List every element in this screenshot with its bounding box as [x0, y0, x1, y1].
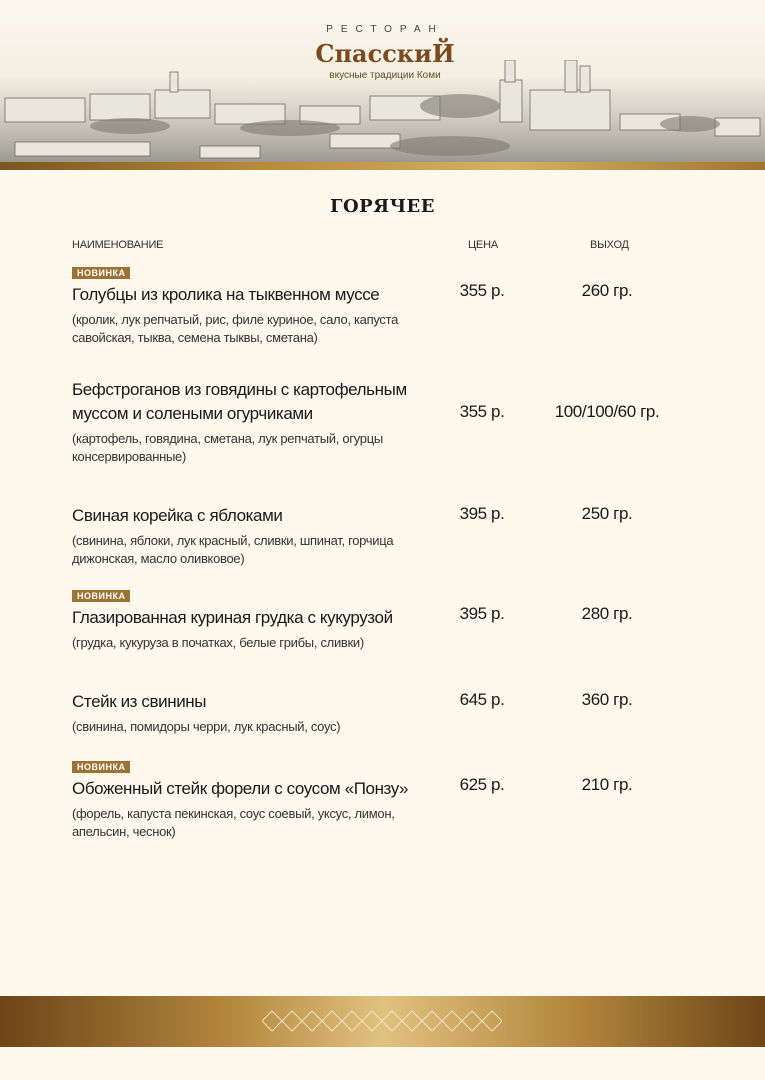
menu-item	[72, 504, 692, 568]
item-price: 625 р.	[459, 775, 505, 794]
menu-item	[72, 378, 692, 466]
item-price: 355 р.	[459, 281, 505, 300]
item-name: Стейк из свинины	[72, 692, 207, 711]
item-price: 645 р.	[459, 690, 505, 709]
item-name: Глазированная куриная грудка с кукурузой	[72, 608, 393, 627]
item-yield: 100/100/60 гр.	[554, 402, 660, 421]
item-name: Бефстроганов из говядины с картофельным муссом и солеными огурчиками	[72, 380, 407, 423]
item-name: Голубцы из кролика на тыквенном муссе	[72, 285, 380, 304]
header-banner	[0, 0, 765, 170]
item-yield: 260 гр.	[581, 281, 633, 300]
menu-item	[72, 586, 692, 652]
logo-name: СпасскиЙ	[315, 39, 455, 68]
new-badge: НОВИНКА	[72, 267, 130, 279]
new-badge: НОВИНКА	[72, 761, 130, 773]
item-description: (форель, капуста пекинская, соус соевый, уксус, лимон, апельсин, чеснок)	[72, 806, 395, 839]
restaurant-logo	[300, 24, 470, 81]
item-description: (свинина, помидоры черри, лук красный, соус)	[72, 719, 341, 734]
item-yield: 280 гр.	[581, 604, 633, 623]
ornament-pattern	[262, 1008, 502, 1034]
menu-item	[72, 263, 692, 347]
column-header-yield: ВЫХОД	[590, 239, 629, 251]
item-name: Свиная корейка с яблоками	[72, 506, 283, 525]
menu-item	[72, 690, 692, 736]
item-description: (грудка, кукуруза в початках, белые грибы, сливки)	[72, 635, 364, 650]
item-yield: 250 гр.	[581, 504, 633, 523]
logo-top-text: РЕСТОРАН	[326, 24, 444, 35]
item-description: (кролик, лук репчатый, рис, филе куриное, сало, капуста савойская, тыква, семена тыквы, сметана)	[72, 312, 399, 345]
item-yield: 210 гр.	[581, 775, 633, 794]
logo-tagline: вкусные традиции Коми	[329, 70, 441, 81]
header-gold-stripe	[0, 162, 765, 170]
column-header-name: НАИМЕНОВАНИЕ	[72, 239, 164, 251]
menu-item	[72, 757, 692, 841]
item-description: (свинина, яблоки, лук красный, сливки, шпинат, горчица дижонская, масло оливковое)	[72, 533, 394, 566]
item-description: (картофель, говядина, сметана, лук репчатый, огурцы консервированные)	[72, 431, 383, 464]
item-name: Обоженный стейк форели с соусом «Понзу»	[72, 779, 409, 798]
item-price: 355 р.	[459, 402, 505, 421]
item-price: 395 р.	[459, 604, 505, 623]
item-yield: 360 гр.	[581, 690, 633, 709]
item-price: 395 р.	[459, 504, 505, 523]
column-header-price: ЦЕНА	[468, 239, 498, 251]
section-title: ГОРЯЧЕЕ	[330, 196, 435, 217]
new-badge: НОВИНКА	[72, 590, 130, 602]
